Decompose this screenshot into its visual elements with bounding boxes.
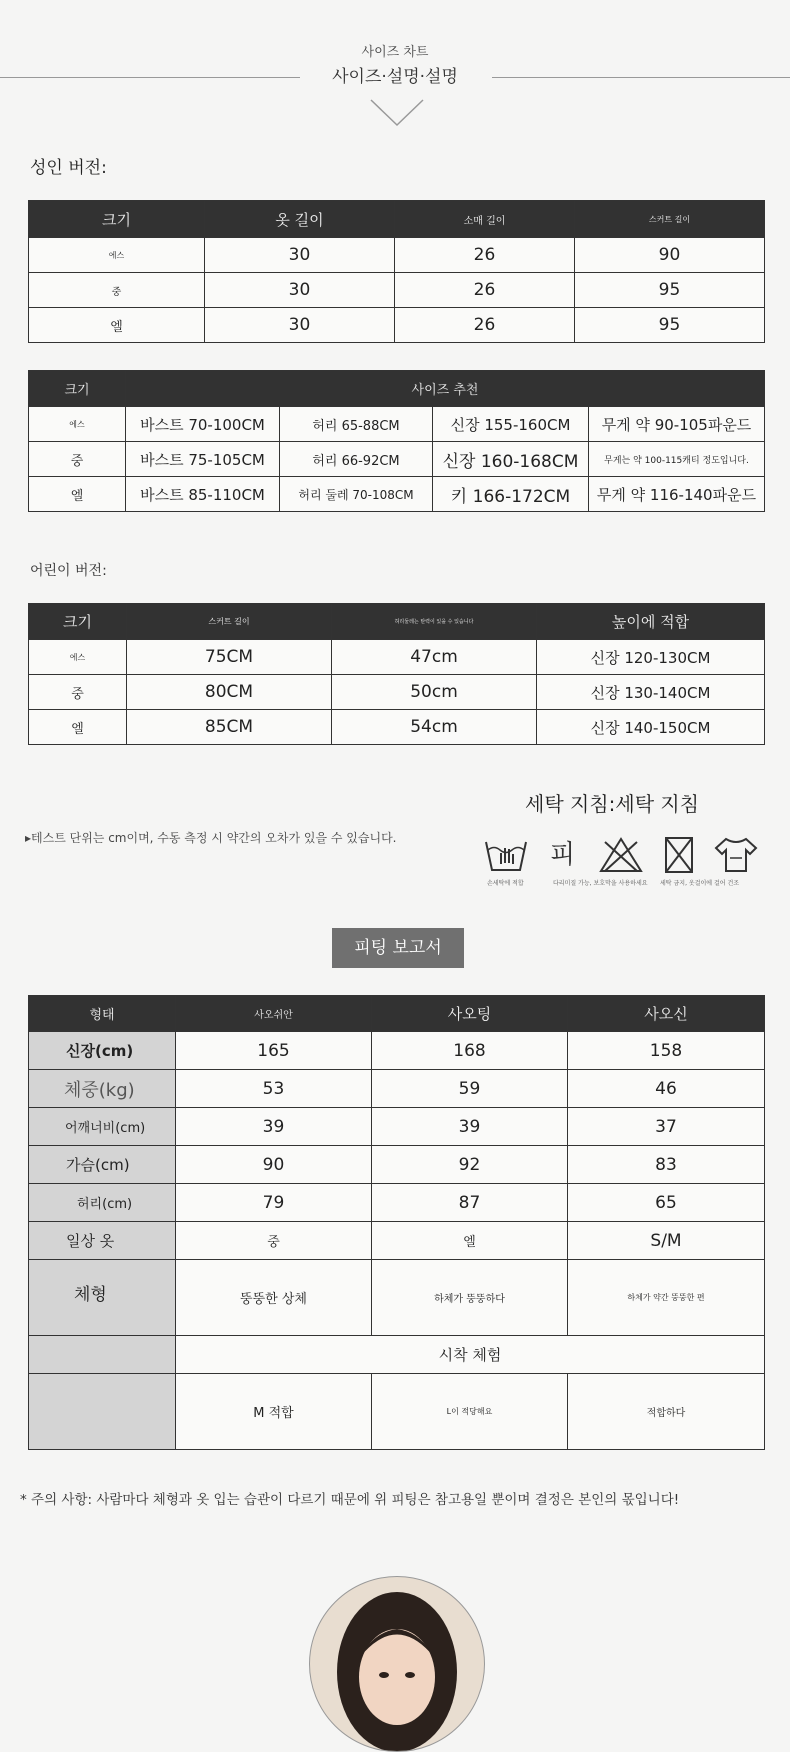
no-tumble-dry-icon bbox=[664, 836, 694, 874]
value-cell: 59 bbox=[372, 1070, 568, 1108]
value-cell: 95 bbox=[575, 308, 765, 343]
table-row bbox=[29, 407, 765, 442]
table-row bbox=[29, 1146, 765, 1184]
table-row bbox=[29, 1184, 765, 1222]
value-cell: 중 bbox=[176, 1222, 372, 1260]
col-header: 높이에 적합 bbox=[537, 604, 765, 640]
value-cell: 92 bbox=[372, 1146, 568, 1184]
weight-cell: 무게 약 116-140파운드 bbox=[589, 477, 765, 512]
wash-caption: 세탁 금지, 옷걸이에 걸어 건조 bbox=[660, 880, 740, 887]
fitting-report-table bbox=[28, 995, 765, 1450]
value-cell: 80CM bbox=[127, 675, 332, 710]
trial-label: 시착 체험 bbox=[176, 1336, 765, 1374]
iron-icon: 피 bbox=[550, 840, 576, 870]
value-cell: 37 bbox=[568, 1108, 765, 1146]
value-cell: 90 bbox=[176, 1146, 372, 1184]
height-cell: 신장 160-168CM bbox=[433, 442, 589, 477]
value-cell: 26 bbox=[395, 273, 575, 308]
value-cell: 30 bbox=[205, 273, 395, 308]
value-cell: 54cm bbox=[332, 710, 537, 745]
table-row bbox=[29, 1222, 765, 1260]
value-cell: 165 bbox=[176, 1032, 372, 1070]
trial-cell: M 적합 bbox=[176, 1374, 372, 1450]
value-cell: 87 bbox=[372, 1184, 568, 1222]
col-header: 스커트 길이 bbox=[127, 604, 332, 640]
col-header: 형태 bbox=[29, 996, 176, 1032]
table-row bbox=[29, 710, 765, 745]
model-portrait-icon bbox=[310, 1577, 484, 1751]
row-header: 체형 bbox=[29, 1260, 176, 1336]
table-row bbox=[29, 640, 765, 675]
col-header: 크기 bbox=[29, 201, 205, 238]
adult-section-label: 성인 버전: bbox=[30, 158, 107, 178]
value-cell: 75CM bbox=[127, 640, 332, 675]
value-cell: 엘 bbox=[372, 1222, 568, 1260]
value-cell: 53 bbox=[176, 1070, 372, 1108]
value-cell: 46 bbox=[568, 1070, 765, 1108]
value-cell: 30 bbox=[205, 238, 395, 273]
trial-cell: 적합하다 bbox=[568, 1374, 765, 1450]
size-cell: 중 bbox=[29, 675, 127, 710]
col-header: 크기 bbox=[29, 604, 127, 640]
size-cell: 에스 bbox=[29, 407, 126, 442]
adult-recommend-table bbox=[28, 370, 765, 512]
value-cell: 50cm bbox=[332, 675, 537, 710]
trial-cell: L이 적당해요 bbox=[372, 1374, 568, 1450]
value-cell: 90 bbox=[575, 238, 765, 273]
table-row bbox=[29, 1374, 765, 1450]
value-cell: 65 bbox=[568, 1184, 765, 1222]
size-cell: 엘 bbox=[29, 308, 205, 343]
chart-subtitle: 사이즈 차트 bbox=[361, 45, 429, 60]
weight-cell: 무게 약 90-105파운드 bbox=[589, 407, 765, 442]
value-cell: 신장 130-140CM bbox=[537, 675, 765, 710]
page-title: 사이즈·설명·설명 bbox=[332, 67, 458, 87]
wash-caption: 다리미질 가능, 보호막을 사용하세요 bbox=[553, 880, 648, 887]
size-cell: 엘 bbox=[29, 710, 127, 745]
value-cell: 85CM bbox=[127, 710, 332, 745]
value-cell: 83 bbox=[568, 1146, 765, 1184]
wash-title: 세탁 지침:세탁 지침 bbox=[525, 792, 700, 816]
col-header: 사이즈 추천 bbox=[126, 371, 765, 407]
value-cell: 168 bbox=[372, 1032, 568, 1070]
row-header: 허리(cm) bbox=[29, 1184, 176, 1222]
value-cell: 39 bbox=[372, 1108, 568, 1146]
blank-row-header bbox=[29, 1336, 176, 1374]
table-row bbox=[29, 442, 765, 477]
size-cell: 엘 bbox=[29, 477, 126, 512]
fitting-report-button: 피팅 보고서 bbox=[332, 928, 464, 968]
size-cell: 에스 bbox=[29, 238, 205, 273]
table-row bbox=[29, 477, 765, 512]
col-header: 소매 길이 bbox=[395, 201, 575, 238]
value-cell: 39 bbox=[176, 1108, 372, 1146]
bust-cell: 바스트 85-110CM bbox=[126, 477, 280, 512]
height-cell: 키 166-172CM bbox=[433, 477, 589, 512]
value-cell: 158 bbox=[568, 1032, 765, 1070]
table-row bbox=[29, 1070, 765, 1108]
value-cell: 95 bbox=[575, 273, 765, 308]
col-header: 크기 bbox=[29, 371, 126, 407]
col-header: 사오팅 bbox=[372, 996, 568, 1032]
waist-cell: 허리 65-88CM bbox=[280, 407, 433, 442]
body-type-cell: 뚱뚱한 상체 bbox=[176, 1260, 372, 1336]
table-row bbox=[29, 1336, 765, 1374]
col-header: 사오쉬안 bbox=[176, 996, 372, 1032]
value-cell: 30 bbox=[205, 308, 395, 343]
adult-size-table bbox=[28, 200, 765, 343]
weight-cell: 무게는 약 100-115캐티 정도입니다. bbox=[589, 442, 765, 477]
size-cell: 중 bbox=[29, 273, 205, 308]
value-cell: 신장 140-150CM bbox=[537, 710, 765, 745]
col-header: 사오신 bbox=[568, 996, 765, 1032]
dry-flat-icon bbox=[714, 836, 758, 874]
table-row bbox=[29, 1260, 765, 1336]
row-header: 체중(kg) bbox=[29, 1070, 176, 1108]
value-cell: 79 bbox=[176, 1184, 372, 1222]
table-row bbox=[29, 308, 765, 343]
child-size-table bbox=[28, 603, 765, 745]
table-row bbox=[29, 1108, 765, 1146]
value-cell: 47cm bbox=[332, 640, 537, 675]
measurement-note: ▸테스트 단위는 cm이며, 수동 측정 시 약간의 오차가 있을 수 있습니다. bbox=[25, 831, 397, 845]
body-type-cell: 하체가 약간 뚱뚱한 편 bbox=[568, 1260, 765, 1336]
table-row bbox=[29, 238, 765, 273]
table-row bbox=[29, 273, 765, 308]
hand-wash-icon bbox=[484, 836, 528, 874]
col-header: 허리둘레는 탄력이 있을 수 있습니다 bbox=[332, 604, 537, 640]
row-header: 가슴(cm) bbox=[29, 1146, 176, 1184]
value-cell: 26 bbox=[395, 238, 575, 273]
value-cell: 26 bbox=[395, 308, 575, 343]
waist-cell: 허리 66-92CM bbox=[280, 442, 433, 477]
col-header: 옷 길이 bbox=[205, 201, 395, 238]
table-row bbox=[29, 675, 765, 710]
value-cell: 신장 120-130CM bbox=[537, 640, 765, 675]
body-type-cell: 하체가 뚱뚱하다 bbox=[372, 1260, 568, 1336]
disclaimer-note: * 주의 사항: 사람마다 체형과 옷 입는 습관이 다르기 때문에 위 피팅은 참고용일 뿐이며 결정은 본인의 몫입니다! bbox=[20, 1492, 680, 1508]
bust-cell: 바스트 70-100CM bbox=[126, 407, 280, 442]
model-photo bbox=[309, 1576, 485, 1752]
size-cell: 에스 bbox=[29, 640, 127, 675]
row-header: 신장(cm) bbox=[29, 1032, 176, 1070]
table-row bbox=[29, 1032, 765, 1070]
blank-row-header bbox=[29, 1374, 176, 1450]
value-cell: S/M bbox=[568, 1222, 765, 1260]
wash-caption: 손세탁에 적합 bbox=[487, 880, 524, 887]
col-header: 스커트 길이 bbox=[575, 201, 765, 238]
row-header: 어깨너비(cm) bbox=[29, 1108, 176, 1146]
chevron-down-icon bbox=[369, 98, 425, 128]
size-cell: 중 bbox=[29, 442, 126, 477]
child-section-label: 어린이 버전: bbox=[30, 563, 107, 579]
waist-cell: 허리 둘레 70-108CM bbox=[280, 477, 433, 512]
bust-cell: 바스트 75-105CM bbox=[126, 442, 280, 477]
height-cell: 신장 155-160CM bbox=[433, 407, 589, 442]
row-header: 일상 옷 bbox=[29, 1222, 176, 1260]
no-bleach-icon bbox=[599, 836, 643, 874]
